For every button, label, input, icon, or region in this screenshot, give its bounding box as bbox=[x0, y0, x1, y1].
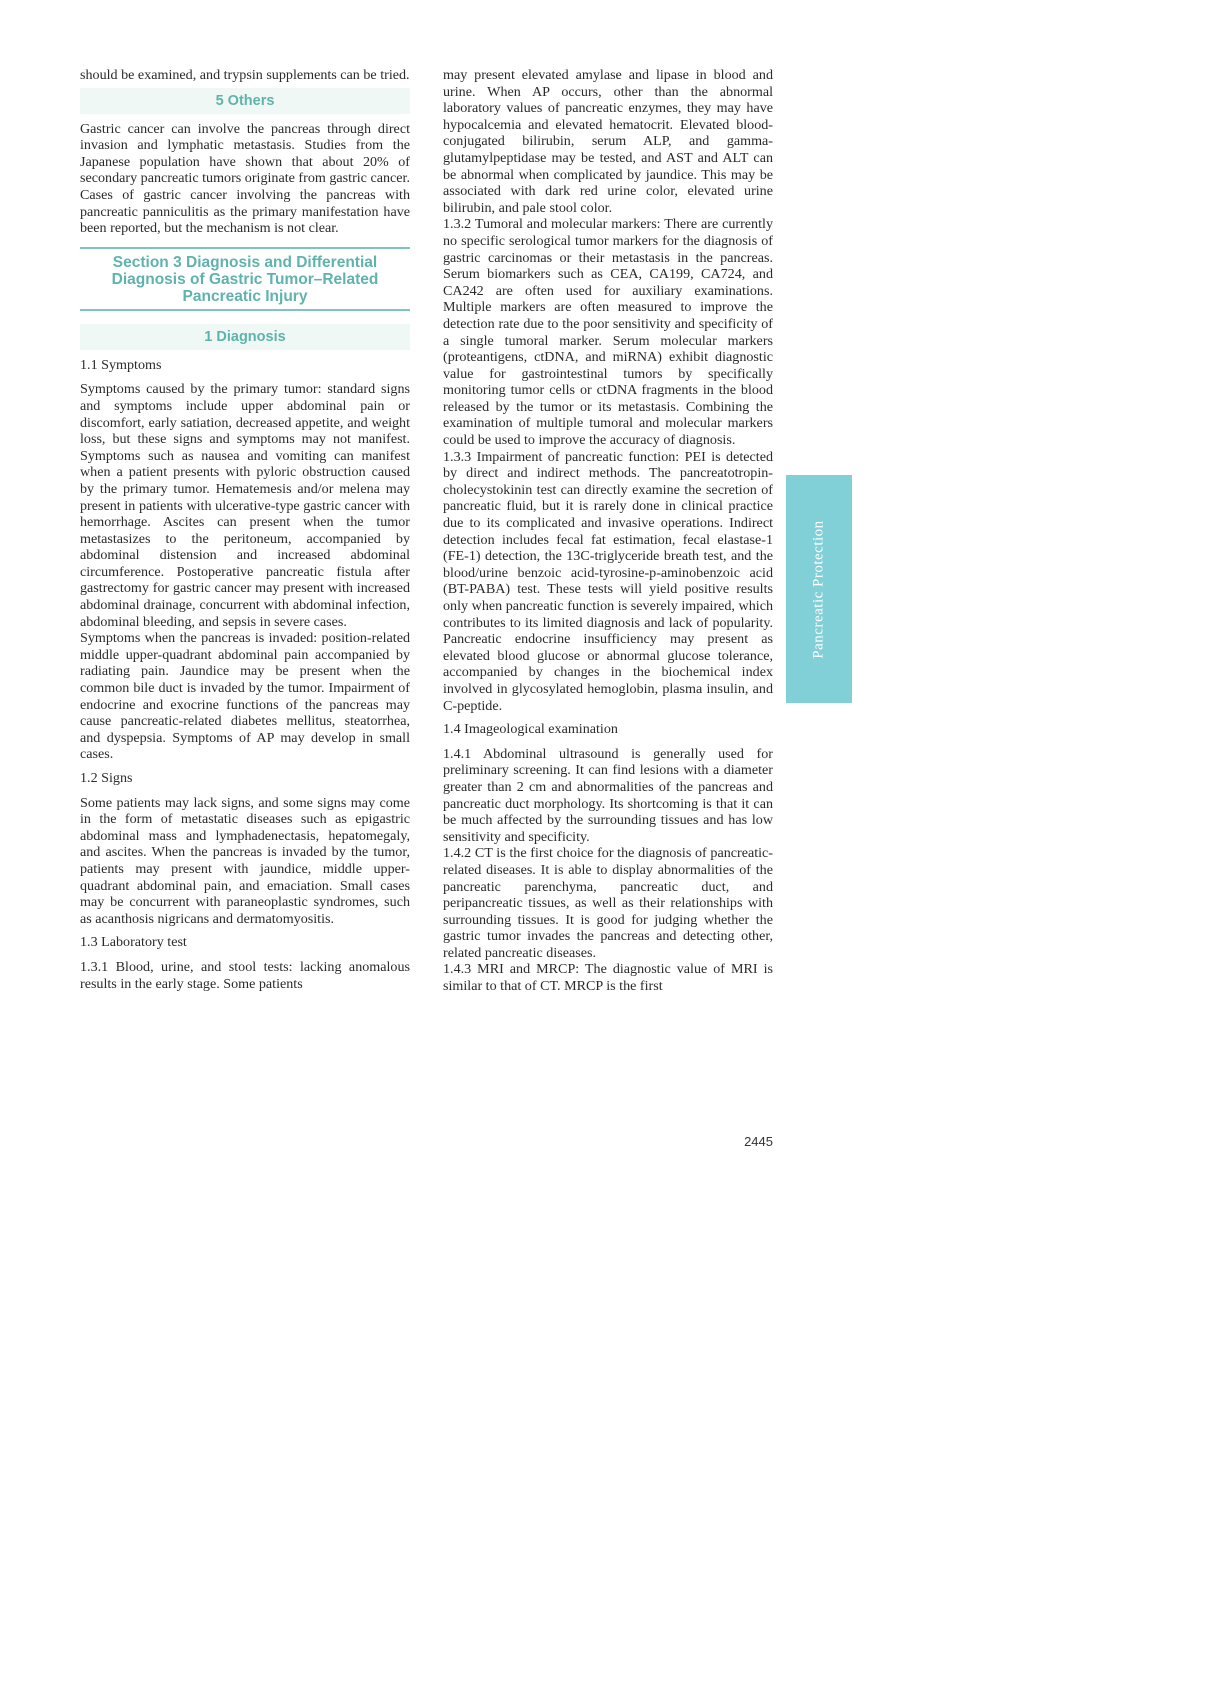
paragraph-signs: Some patients may lack signs, and some signs may come in the form of metastatic diseases such as epigastric abdominal mass and lymphadenectasis, hepatomegaly, and ascites. When the pancreas is invaded by the tumor, patients may present with jaundice, middle upper-quadrant abdominal pain, and emaciation. Small cases may be concurrent with paraneoplastic syndromes, such as acanthosis nigricans and dermatomyositis. bbox=[80, 794, 410, 927]
heading-diagnosis: 1 Diagnosis bbox=[80, 324, 410, 350]
paragraph-symptoms-invaded: Symptoms when the pancreas is invaded: position-related middle upper-quadrant abdominal pain accompanied by radiating pain. Jaundice may be present when the common bile duct is invaded by the tumor. Impairment of endocrine and exocrine functions of the pancreas may cause pancreatic-related diabetes mellitus, steatorrhea, and dyspepsia. Symptoms of AP may develop in small cases. bbox=[80, 630, 410, 763]
paragraph-ct: 1.4.2 CT is the first choice for the diagnosis of pancreatic-related diseases. It is able to display abnormalities of the pancreatic parenchyma, pancreatic duct, and peripancreatic tissues, as well as their relationships with surrounding tissues. It is good for judging whether the gastric tumor invades the pancreas and detecting other, related pancreatic diseases. bbox=[443, 845, 773, 961]
subheading-signs: 1.2 Signs bbox=[80, 770, 133, 786]
page-number: 2445 bbox=[744, 1134, 773, 1149]
subheading-lab: 1.3 Laboratory test bbox=[80, 934, 187, 951]
chapter-side-tab-label: Pancreatic Protection bbox=[810, 519, 827, 659]
paragraph-lab-continued: may present elevated amylase and lipase in blood and urine. When AP occurs, other than the abnormal laboratory values of pancreatic enzymes, they may have hypocalcemia and elevated hematocrit. Elevated blood-conjugated bilirubin, serum ALP, and gamma-glutamylpeptidase may be tested, and AST and ALT can be abnormal when complicated by jaundice. This may be associated with dark red urine color, elevated urine bilirubin, and pale stool color. bbox=[443, 67, 773, 216]
paragraph-lab-start: 1.3.1 Blood, urine, and stool tests: lacking anomalous results in the early stage. Some patients bbox=[80, 958, 410, 992]
paragraph-others: Gastric cancer can involve the pancreas through direct invasion and lymphatic metastasis. Studies from the Japanese population have shown that about 20% of secondary pancreatic tumors originate from gastric cancer. Cases of gastric cancer involving the pancreas with pancreatic panniculitis as the primary manifestation have been reported, but the mechanism is not clear. bbox=[80, 120, 410, 237]
chapter-side-tab bbox=[786, 475, 852, 703]
paragraph-ultrasound: 1.4.1 Abdominal ultrasound is generally used for preliminary screening. It can find lesions with a diameter greater than 2 cm and abnormalities of the pancreas and pancreatic duct morphology. Its shortcoming is that it can be much affected by the surrounding tissues and has low sensitivity and specificity. bbox=[443, 745, 773, 845]
subheading-symptoms: 1.1 Symptoms bbox=[80, 356, 162, 373]
paragraph-symptoms-primary: Symptoms caused by the primary tumor: standard signs and symptoms include upper abdominal pain or discomfort, early satiation, decreased appetite, and weight loss, but these signs and symptoms may not manifest. Symptoms such as nausea and vomiting can manifest when a patient presents with pyloric obstruction caused by the primary tumor. Hematemesis and/or melena may present in patients with ulcerative-type gastric cancer with hemorrhage. Ascites can present when the tumor metastasizes to the peritoneum, accompanied by abdominal distension and increased abdominal circumference. Postoperative pancreatic fistula after gastrectomy for gastric cancer may present with increased abdominal drainage, concurrent with abdominal infection, abdominal bleeding, and sepsis in severe cases. bbox=[80, 381, 410, 630]
subheading-imaging: 1.4 Imageological examination bbox=[443, 721, 618, 738]
paragraph-mri: 1.4.3 MRI and MRCP: The diagnostic value of MRI is similar to that of CT. MRCP is the first bbox=[443, 961, 773, 995]
left-column bbox=[80, 67, 410, 992]
paragraph-markers: 1.3.2 Tumoral and molecular markers: There are currently no specific serological tumor markers for the diagnosis of gastric carcinomas or their metastasis in the pancreas. Serum biomarkers such as CEA, CA199, CA724, and CA242 are often used for auxiliary examinations. Multiple markers are often measured to improve the detection rate due to the poor sensitivity and specificity of a single tumoral marker. Serum molecular markers (proteantigens, ctDNA, and miRNA) exhibit diagnostic value for gastrointestinal tumors by specifically monitoring tumor cells or ctDNA fragments in the blood released by the tumor or its metastasis. Combining the examination of multiple tumoral and molecular markers could be used to improve the accuracy of diagnosis. bbox=[443, 216, 773, 449]
heading-others: 5 Others bbox=[80, 88, 410, 114]
paragraph-intro: should be examined, and trypsin supplements can be tried. bbox=[80, 67, 410, 83]
right-column bbox=[443, 67, 773, 995]
paragraph-pancreatic-function: 1.3.3 Impairment of pancreatic function: PEI is detected by direct and indirect methods. The pancreatotropin-cholecystokinin test can directly examine the secretion of pancreatic fluid, but it is rarely done in clinical practice due to its complicated and invasive operations. Indirect detection includes fecal fat estimation, fecal elastase-1 (FE-1) detection, the 13C-triglyceride breath test, and the blood/urine benzoic acid-tyrosine-p-aminobenzoic acid (BT-PABA) test. These tests will yield positive results only when pancreatic function is severely impaired, which contributes to its limited diagnosis and lack of popularity. Pancreatic endocrine insufficiency may present as elevated blood glucose or abnormal glucose tolerance, accompanied by changes in the biochemical index involved in glycosylated hemoglobin, plasma insulin, and C-peptide. bbox=[443, 448, 773, 714]
section-heading: Section 3 Diagnosis and Differential Diagnosis of Gastric Tumor–Related Pancreatic Injury bbox=[80, 247, 410, 311]
